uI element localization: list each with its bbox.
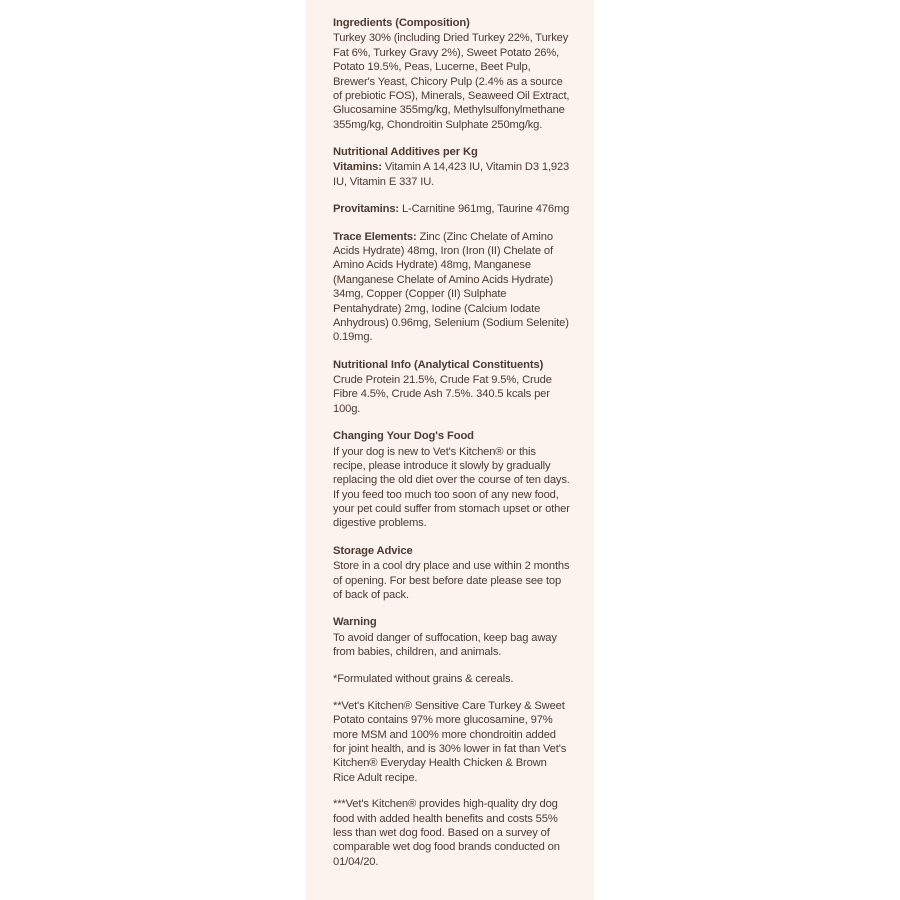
section-nutritional-info xyxy=(333,358,571,417)
footnote-text: *Formulated without grains & cereals. xyxy=(333,673,514,686)
footnote-sensitive-care xyxy=(333,699,571,785)
section-storage-advice xyxy=(333,544,571,603)
footnote-text: **Vet's Kitchen® Sensitive Care Turkey & Sweet Potato contains 97% more glucosamine, 97% more MSM and 100% more chondroitin added for joint health, and is 30% lower in fat than Vet's Kitchen® Everyday Health Chicken & Brown Rice Adult recipe. xyxy=(333,699,567,784)
section-body: Crude Protein 21.5%, Crude Fat 9.5%, Crude Fibre 4.5%, Crude Ash 7.5%. 340.5 kcals per 100g. xyxy=(333,374,552,415)
section-body: To avoid danger of suffocation, keep bag away from babies, children, and animals. xyxy=(333,631,557,659)
section-body: If your dog is new to Vet's Kitchen® or this recipe, please introduce it slowly by gradually replacing the old diet over the course of ten days. If you feed too much too soon of any new food, your pet could suffer from stomach upset or other digestive problems. xyxy=(333,445,570,530)
section-body-text: Zinc (Zinc Chelate of Amino Acids Hydrate) 48mg, Iron (Iron (II) Chelate of Amino Acids Hydrate) 48mg, Manganese (Manganese Chelate of Amino Acids Hydrate) 34mg, Copper (Copper (II) Sulphate Pentahydrate) 2mg, Iodine (Calcium Iodate Anhydrous) 0.96mg, Selenium (Sodium Selenite) 0.19mg. xyxy=(333,230,569,344)
section-lead: Vitamins: xyxy=(333,161,382,174)
label-content xyxy=(333,16,571,881)
section-heading: Storage Advice xyxy=(333,544,413,557)
section-heading: Nutritional Info (Analytical Constituents) xyxy=(333,358,544,371)
section-body-text: Vitamin A 14,423 IU, Vitamin D3 1,923 IU, Vitamin E 337 IU. xyxy=(333,161,570,188)
section-body xyxy=(333,230,571,345)
section-body: Store in a cool dry place and use within 2 months of opening. For best before date please see top of back of pack. xyxy=(333,560,570,601)
section-lead: Provitamins: xyxy=(333,203,399,216)
section-trace-elements xyxy=(333,230,571,345)
section-body: Turkey 30% (including Dried Turkey 22%, Turkey Fat 6%, Turkey Gravy 2%), Sweet Potato 26%, Potato 19.5%, Peas, Lucerne, Beet Pulp, Brewer's Yeast, Chicory Pulp (2.4% as a source of prebiotic FOS), Minerals, Seaweed Oil Extract, Glucosamine 355mg/kg, Methylsulfonylmethane 355mg/kg, Chondroitin Sulphate 250mg/kg. xyxy=(333,32,570,131)
section-heading: Ingredients (Composition) xyxy=(333,17,470,29)
section-changing-food xyxy=(333,429,571,531)
section-body xyxy=(333,202,571,216)
section-lead: Trace Elements: xyxy=(333,230,417,243)
section-heading: Nutritional Additives per Kg xyxy=(333,146,478,159)
section-nutritional-additives xyxy=(333,145,571,189)
section-warning xyxy=(333,615,571,659)
section-heading: Warning xyxy=(333,616,377,629)
section-body-text: L-Carnitine 961mg, Taurine 476mg xyxy=(401,203,570,216)
footnote-text: ***Vet's Kitchen® provides high-quality dry dog food with added health benefits and costs 55% less than wet dog food. Based on a survey of comparable wet dog food brands conducted on 01/04/20. xyxy=(333,798,560,868)
footnote-dry-food-value xyxy=(333,797,571,869)
section-provitamins xyxy=(333,202,571,216)
footnote-grains xyxy=(333,672,571,686)
section-body xyxy=(333,160,571,189)
section-ingredients xyxy=(333,16,571,132)
section-heading: Changing Your Dog's Food xyxy=(333,430,474,443)
